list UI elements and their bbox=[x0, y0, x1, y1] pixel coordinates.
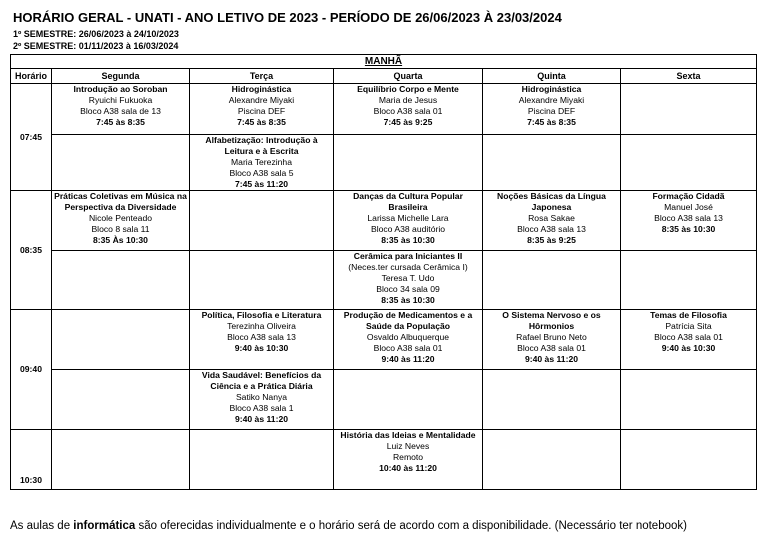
time-label: 10:30 bbox=[11, 430, 52, 490]
footer-prefix: As aulas de bbox=[10, 520, 74, 532]
class-title: Noções Básicas da Língua bbox=[497, 191, 606, 202]
class-title: Vida Saudável: Benefícios da bbox=[201, 369, 322, 380]
empty-cell bbox=[190, 191, 334, 251]
class-cell bbox=[190, 134, 334, 191]
class-time: 7:45 às 11:20 bbox=[234, 178, 289, 189]
class-cell bbox=[621, 310, 757, 370]
class-room: Piscina DEF bbox=[237, 106, 286, 117]
class-room: Piscina DEF bbox=[527, 106, 576, 117]
class-time: 7:45 às 8:35 bbox=[237, 117, 286, 128]
empty-cell bbox=[334, 369, 483, 430]
class-teacher: Maria Terezinha bbox=[231, 156, 292, 167]
class-time: 8:35 às 10:30 bbox=[381, 294, 435, 305]
empty-cell bbox=[621, 430, 757, 490]
period-label: MANHÃ bbox=[11, 55, 757, 69]
class-title: Equilíbrio Corpo e Mente bbox=[357, 84, 459, 95]
class-time: 9:40 às 10:30 bbox=[234, 343, 289, 354]
class-title: Introdução ao Soroban bbox=[73, 84, 168, 95]
table-row bbox=[11, 84, 757, 134]
class-room: Bloco 34 sala 09 bbox=[376, 283, 440, 294]
empty-cell bbox=[621, 134, 757, 191]
class-teacher: Luiz Neves bbox=[386, 441, 430, 452]
class-cell bbox=[52, 84, 190, 134]
table-row bbox=[11, 191, 757, 251]
empty-cell bbox=[190, 250, 334, 310]
table-row bbox=[11, 369, 757, 430]
class-room: Bloco A38 sala 01 bbox=[373, 343, 443, 354]
class-room: Bloco A38 auditório bbox=[370, 224, 446, 235]
col-header-quinta: Quinta bbox=[483, 69, 621, 84]
period-row bbox=[11, 55, 757, 69]
class-time: 8:35 Às 10:30 bbox=[93, 235, 148, 246]
class-teacher: Patrícia Sita bbox=[665, 321, 712, 332]
class-teacher: Teresa T. Udo bbox=[381, 272, 435, 283]
footer-suffix: são oferecidas individualmente e o horário será de acordo com a disponibilidade. (Necessário ter notebook) bbox=[135, 520, 687, 532]
empty-cell bbox=[621, 369, 757, 430]
class-title: O Sistema Nervoso e os bbox=[502, 310, 601, 321]
class-title: Hidroginástica bbox=[231, 84, 292, 95]
class-cell bbox=[334, 430, 483, 490]
class-teacher: Alexandre Miyaki bbox=[518, 95, 585, 106]
class-room: Bloco 8 sala 11 bbox=[91, 224, 150, 235]
class-cell bbox=[621, 191, 757, 251]
table-row bbox=[11, 250, 757, 310]
table-row bbox=[11, 430, 757, 490]
class-teacher: Manuel José bbox=[664, 202, 713, 213]
empty-cell bbox=[190, 430, 334, 490]
class-teacher: Osvaldo Albuquerque bbox=[366, 332, 450, 343]
class-title: Política, Filosofia e Literatura bbox=[201, 310, 322, 321]
class-teacher: Alexandre Miyaki bbox=[228, 95, 295, 106]
time-label: 07:45 bbox=[11, 84, 52, 191]
footer-bold-word: informática bbox=[73, 520, 136, 532]
empty-cell bbox=[52, 430, 190, 490]
class-cell bbox=[483, 310, 621, 370]
class-time: 7:45 às 8:35 bbox=[527, 117, 576, 128]
class-time: 9:40 às 11:20 bbox=[381, 354, 435, 365]
class-time: 9:40 às 10:30 bbox=[661, 343, 716, 354]
footer-note bbox=[10, 520, 687, 532]
class-teacher: Larissa Michelle Lara bbox=[367, 213, 449, 224]
empty-cell bbox=[483, 369, 621, 430]
col-header-horario: Horário bbox=[11, 69, 52, 84]
table-row bbox=[11, 134, 757, 191]
empty-cell bbox=[52, 250, 190, 310]
class-time: 8:35 às 10:30 bbox=[381, 235, 435, 246]
page-title: HORÁRIO GERAL - UNATI - ANO LETIVO DE 2023 - PERÍODO DE 26/06/2023 À 23/03/2024 bbox=[13, 10, 562, 25]
class-title: Danças da Cultura Popular bbox=[353, 191, 463, 202]
class-cell bbox=[334, 191, 483, 251]
class-title-cont: Hôrmonios bbox=[528, 321, 575, 332]
class-room: Bloco A38 sala de 13 bbox=[80, 106, 161, 117]
class-cell bbox=[190, 310, 334, 370]
empty-cell bbox=[483, 250, 621, 310]
time-label: 08:35 bbox=[11, 191, 52, 310]
class-cell bbox=[334, 84, 483, 134]
class-room: Bloco A38 sala 1 bbox=[229, 402, 294, 413]
class-cell bbox=[190, 84, 334, 134]
class-room: Bloco A38 sala 13 bbox=[654, 213, 723, 224]
semester-2-dates: 2º SEMESTRE: 01/11/2023 à 16/03/2024 bbox=[13, 41, 179, 51]
class-room: Remoto bbox=[392, 452, 424, 463]
class-room: Bloco A38 sala 5 bbox=[229, 167, 294, 178]
empty-cell bbox=[334, 134, 483, 191]
class-teacher: Nicole Penteado bbox=[88, 213, 153, 224]
class-title-cont: Perspectiva da Diversidade bbox=[64, 202, 177, 213]
schedule-table bbox=[10, 54, 757, 490]
class-time: 8:35 às 10:30 bbox=[661, 224, 716, 235]
table-row bbox=[11, 310, 757, 370]
empty-cell bbox=[52, 310, 190, 370]
class-title: História das Ideias e Mentalidade bbox=[340, 430, 476, 441]
empty-cell bbox=[483, 134, 621, 191]
class-time: 10:40 às 11:20 bbox=[379, 463, 437, 474]
class-title: Formação Cidadã bbox=[652, 191, 725, 202]
class-title: Práticas Coletivas em Música na bbox=[54, 191, 187, 202]
time-label: 09:40 bbox=[11, 310, 52, 430]
class-room: Bloco A38 sala 01 bbox=[654, 332, 723, 343]
class-room: Bloco A38 sala 13 bbox=[517, 224, 586, 235]
class-teacher: Rosa Sakae bbox=[528, 213, 575, 224]
class-room: Bloco A38 sala 01 bbox=[373, 106, 443, 117]
class-cell bbox=[483, 191, 621, 251]
class-title: Produção de Medicamentos e a bbox=[343, 310, 473, 321]
col-header-quarta: Quarta bbox=[334, 69, 483, 84]
class-title: Hidroginástica bbox=[521, 84, 582, 95]
class-title-cont: Leitura e à Escrita bbox=[224, 145, 299, 156]
class-title: Cerâmica para Iniciantes II bbox=[353, 250, 463, 261]
empty-cell bbox=[621, 84, 757, 134]
class-teacher: Terezinha Oliveira bbox=[227, 321, 296, 332]
class-cell bbox=[483, 84, 621, 134]
class-title-cont: Saúde da População bbox=[365, 321, 451, 332]
class-cell bbox=[190, 369, 334, 430]
semester-1-dates: 1º SEMESTRE: 26/06/2023 à 24/10/2023 bbox=[13, 29, 179, 39]
class-title-cont: Ciência e a Prática Diária bbox=[210, 380, 313, 391]
class-title-cont: Japonesa bbox=[531, 202, 572, 213]
class-title: Temas de Filosofia bbox=[650, 310, 727, 321]
col-header-terca: Terça bbox=[190, 69, 334, 84]
empty-cell bbox=[483, 430, 621, 490]
class-title-cont: Brasileira bbox=[388, 202, 428, 213]
class-cell bbox=[52, 191, 190, 251]
class-note: (Neces.ter cursada Cerâmica I) bbox=[348, 261, 468, 272]
class-cell bbox=[334, 310, 483, 370]
class-teacher: Rafael Bruno Neto bbox=[516, 332, 587, 343]
class-title: Alfabetização: Introdução à bbox=[205, 134, 318, 145]
empty-cell bbox=[52, 134, 190, 191]
class-cell bbox=[334, 250, 483, 310]
class-time: 7:45 às 9:25 bbox=[383, 117, 433, 128]
class-room: Bloco A38 sala 13 bbox=[227, 332, 296, 343]
class-teacher: Ryuichi Fukuoka bbox=[88, 95, 153, 106]
class-room: Bloco A38 sala 01 bbox=[517, 343, 586, 354]
empty-cell bbox=[52, 369, 190, 430]
col-header-sexta: Sexta bbox=[621, 69, 757, 84]
col-header-segunda: Segunda bbox=[52, 69, 190, 84]
class-time: 7:45 às 8:35 bbox=[96, 117, 145, 128]
class-time: 9:40 às 11:20 bbox=[524, 354, 579, 365]
class-teacher: Satiko Nanya bbox=[235, 391, 288, 402]
class-teacher: Maria de Jesus bbox=[378, 95, 438, 106]
header-row bbox=[11, 69, 757, 84]
class-time: 8:35 às 9:25 bbox=[527, 235, 576, 246]
empty-cell bbox=[621, 250, 757, 310]
class-time: 9:40 às 11:20 bbox=[234, 413, 289, 424]
